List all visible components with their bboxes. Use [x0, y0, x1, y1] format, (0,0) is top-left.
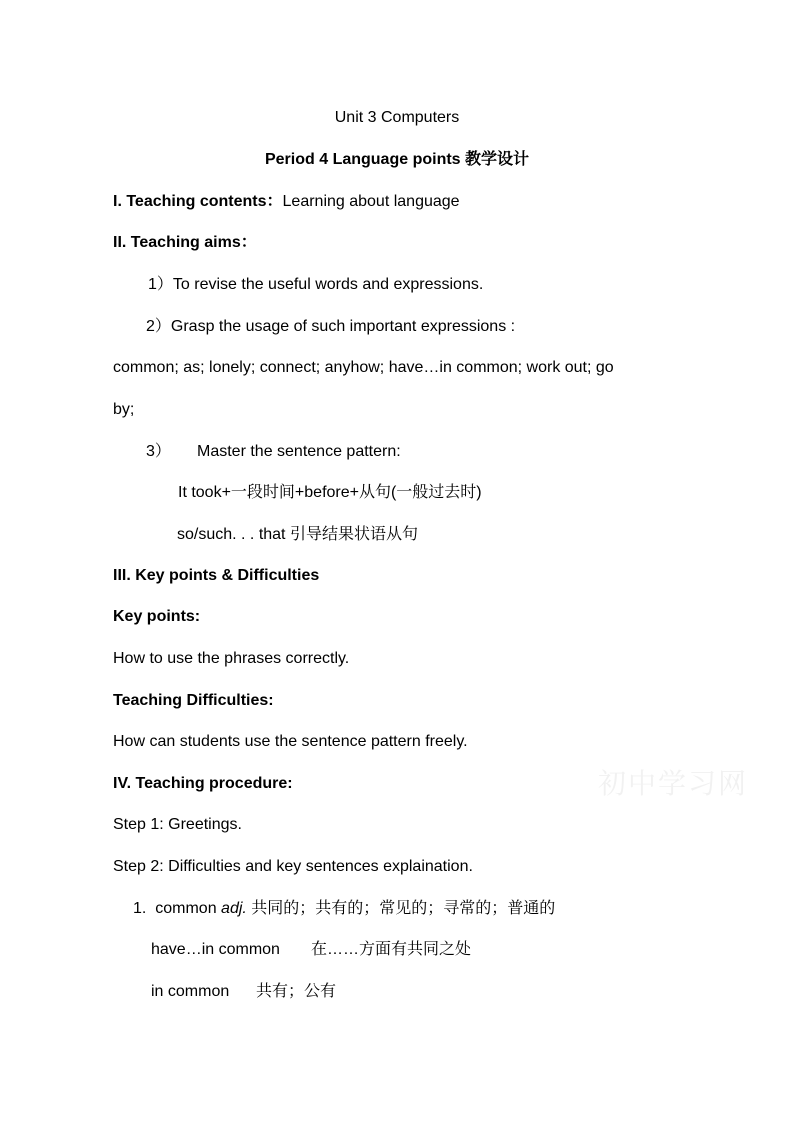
difficulties-label: Teaching Difficulties:	[113, 692, 274, 709]
section-teaching-contents	[113, 192, 460, 212]
phrase-in-common: in common	[151, 983, 230, 1000]
vocab-meaning: 共同的；共有的；常见的；寻常的；普通的	[251, 900, 556, 917]
sentence-pattern-2: so/such. . . that 引导结果状语从句	[177, 526, 418, 543]
section-heading-key-points: III. Key points & Difficulties	[113, 567, 320, 584]
vocab-part-of-speech: adj.	[221, 900, 247, 917]
section-heading-teaching-aims: II. Teaching aims：	[113, 234, 257, 251]
phrase-in-common-meaning: 共有；公有	[256, 983, 337, 1000]
key-points-text: How to use the phrases correctly.	[113, 650, 350, 667]
aim-1: 1）To revise the useful words and expressions.	[148, 276, 484, 293]
aim-2-expressions-cont: by;	[113, 401, 135, 418]
step-2: Step 2: Difficulties and key sentences explaination.	[113, 858, 473, 875]
aim-2-expressions: common; as; lonely; connect; anyhow; have…in common; work out; go	[113, 359, 614, 376]
phrase-have-in-common: have…in common	[151, 941, 280, 958]
step-1: Step 1: Greetings.	[113, 816, 242, 833]
document-subtitle: Period 4 Language points 教学设计	[264, 151, 530, 168]
sentence-pattern-1: It took+一段时间+before+从句(一般过去时)	[178, 484, 482, 501]
vocab-number: 1.	[133, 900, 147, 917]
difficulties-text: How can students use the sentence pattern freely.	[113, 733, 468, 750]
section-heading: I. Teaching contents：	[113, 193, 283, 210]
vocab-word: common	[155, 900, 217, 917]
key-points-label: Key points:	[113, 608, 201, 625]
section-text: Learning about language	[282, 193, 460, 210]
aim-2: 2）Grasp the usage of such important expressions :	[146, 318, 516, 335]
document-title: Unit 3 Computers	[334, 109, 460, 126]
phrase-have-in-common-meaning: 在……方面有共同之处	[311, 941, 472, 958]
aim-3-number: 3）	[146, 443, 171, 460]
aim-3-text: Master the sentence pattern:	[197, 443, 401, 460]
section-heading-procedure: IV. Teaching procedure:	[113, 775, 293, 792]
vocab-item-1	[133, 899, 555, 919]
watermark: 初中学习网	[598, 767, 749, 800]
